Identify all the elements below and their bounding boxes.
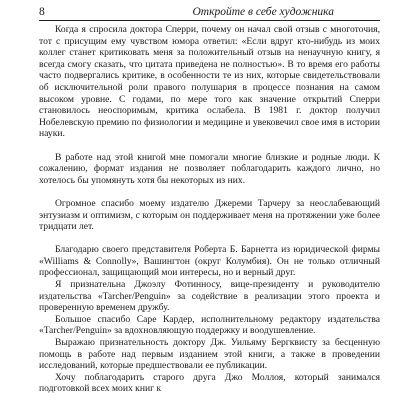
paragraph-fotinos: Я признательна Джоэлу Фотинносу, вице-президенту и руководителю издательства «Tarcher/Penguin» за содействие в реализации этого проекта и проверенную временем дружбу.: [39, 279, 380, 314]
paragraph-carder: Большое спасибо Саре Кардер, исполнительному редактору издательства «Tarcher/Penguin» за вдохновляющую поддержку и воодушевление.: [39, 313, 380, 337]
header-rule: [39, 20, 380, 21]
page-number: 8: [39, 6, 45, 18]
paragraph-molloy: Хочу поблагодарить старого друга Джо Моллоя, который занимался подготовкой всех моих книг к: [39, 371, 380, 395]
running-header: [39, 6, 380, 19]
body-text: [39, 24, 380, 395]
paragraph-barnett: Благодарю своего представителя Роберта Б. Барнетта из юридической фирмы «Williams & Connolly», Вашингтон (округ Колумбия). Он не только отличный профессионал, защищающий мои интересы, но и верный друг.: [39, 244, 380, 279]
paragraph-helpers: В работе над этой книгой мне помогали многие близкие и родные люди. К сожалению, формат издания не позволяет поблагодарить каждого лично, но хотелось бы упомянуть хотя бы некоторых из них.: [39, 151, 380, 186]
paragraph-tarcher: Огромное спасибо моему издателю Джереми Тарчеру за неослабевающий энтузиазм и оптимизм, с которым он поддерживает меня на протяжении уже более тридцати лет.: [39, 197, 380, 233]
paragraph-sperry: Когда я спросила доктора Сперри, почему он начал свой отзыв с многоточия, тот с присущим ему чувством юмора ответил: «Если вдруг кто-нибудь из моих коллег станет критиковать меня за положительный отзыв на ненаучную книгу, я всегда смогу сказать, что цитата приведена не полностью». В то время его работы часто подвергались критике, в особенности те из них, которые свидетельствовали об исключительной роли правого полушария в процессе познания на самом высоком уровне. С годами, по мере того как значение открытий Сперри становилось неоспоримым, критика ослабела. В 1981 г. доктор получил Нобелевскую премию по физиологии и медицине и увековечил свое имя в истории науки.: [39, 24, 380, 140]
paragraph-bergquist: Выражаю признательность доктору Дж. Уильяму Бергквисту за бесценную помощь в работе над первым изданием этой книги, а также в проведении исследований, которые предшествовали ее публикации.: [39, 337, 380, 372]
running-title: Откройте в себе художника: [192, 6, 334, 18]
